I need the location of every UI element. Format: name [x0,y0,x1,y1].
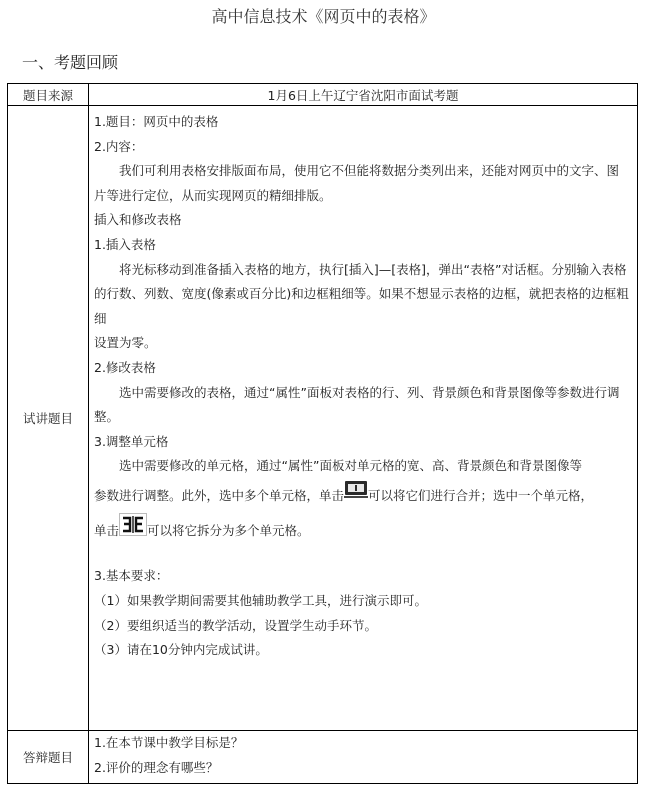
adjust-text-3a: 单击 [94,523,120,539]
section-heading: 一、考题回顾 [22,53,119,72]
source-row [8,84,638,106]
adjust-text-2b: 可以将它们进行合并；选中一个单元格， [368,487,594,503]
adjust-line-2 [94,479,631,514]
merge-cells-icon [344,479,368,513]
modify-heading: 2.修改表格 [94,359,156,375]
adjust-line-3 [94,513,631,550]
insert-heading: 1.插入表格 [94,236,156,252]
lecture-content [89,106,638,731]
split-cell-icon [119,513,147,550]
lecture-row [8,106,638,731]
insert-text: 将光标移动到准备插入表格的地方，执行[插入]—[表格]，弹出“表格”对话框。分别输入表格的行数、列数、宽度(像素或百分比)和边框粗细等。如果不想显示表格的边框，就把表格的边框粗细 [94,261,629,326]
adjust-text-3b: 可以将它拆分为多个单元格。 [147,523,310,539]
defense-row [8,731,638,784]
requirement-item: （2）要组织适当的教学活动，设置学生动手环节。 [94,617,377,633]
source-label: 题目来源 [8,84,89,106]
page-title: 高中信息技术《网页中的表格》 [211,7,436,26]
lecture-label: 试讲题目 [8,106,89,731]
requirements-heading: 3.基本要求： [94,568,169,584]
defense-question: 1.在本节课中教学目标是？ [94,735,244,750]
defense-label: 答辩题目 [8,731,89,784]
source-value: 1月6日上午辽宁省沈阳市面试考题 [89,84,638,106]
content-heading: 2.内容： [94,138,144,154]
adjust-heading: 3.调整单元格 [94,433,169,449]
adjust-text-2a: 参数进行调整。此外，选中多个单元格，单击 [94,487,345,503]
intro-text: 我们可利用表格安排版面布局，使用它不但能将数据分类列出来，还能对网页中的文字、图片等进行定位，从而实现网页的精细排版。 [94,163,620,203]
requirement-item: （3）请在10分钟内完成试讲。 [94,642,268,658]
subheading: 插入和修改表格 [94,212,182,228]
exam-table [7,83,638,784]
requirement-item: （1）如果教学期间需要其他辅助教学工具，进行演示即可。 [94,593,427,608]
modify-text: 选中需要修改的表格，通过“属性”面板对表格的行、列、背景颜色和背景图像等参数进行调整。 [94,384,620,425]
defense-question: 2.评价的理念有哪些？ [94,759,219,775]
defense-content [89,731,638,784]
adjust-text-1: 选中需要修改的单元格，通过“属性”面板对单元格的宽、高、背景颜色和背景图像等 [119,458,582,474]
lecture-topic: 1.题目：网页中的表格 [94,114,219,129]
insert-tail: 设置为零。 [94,335,157,351]
